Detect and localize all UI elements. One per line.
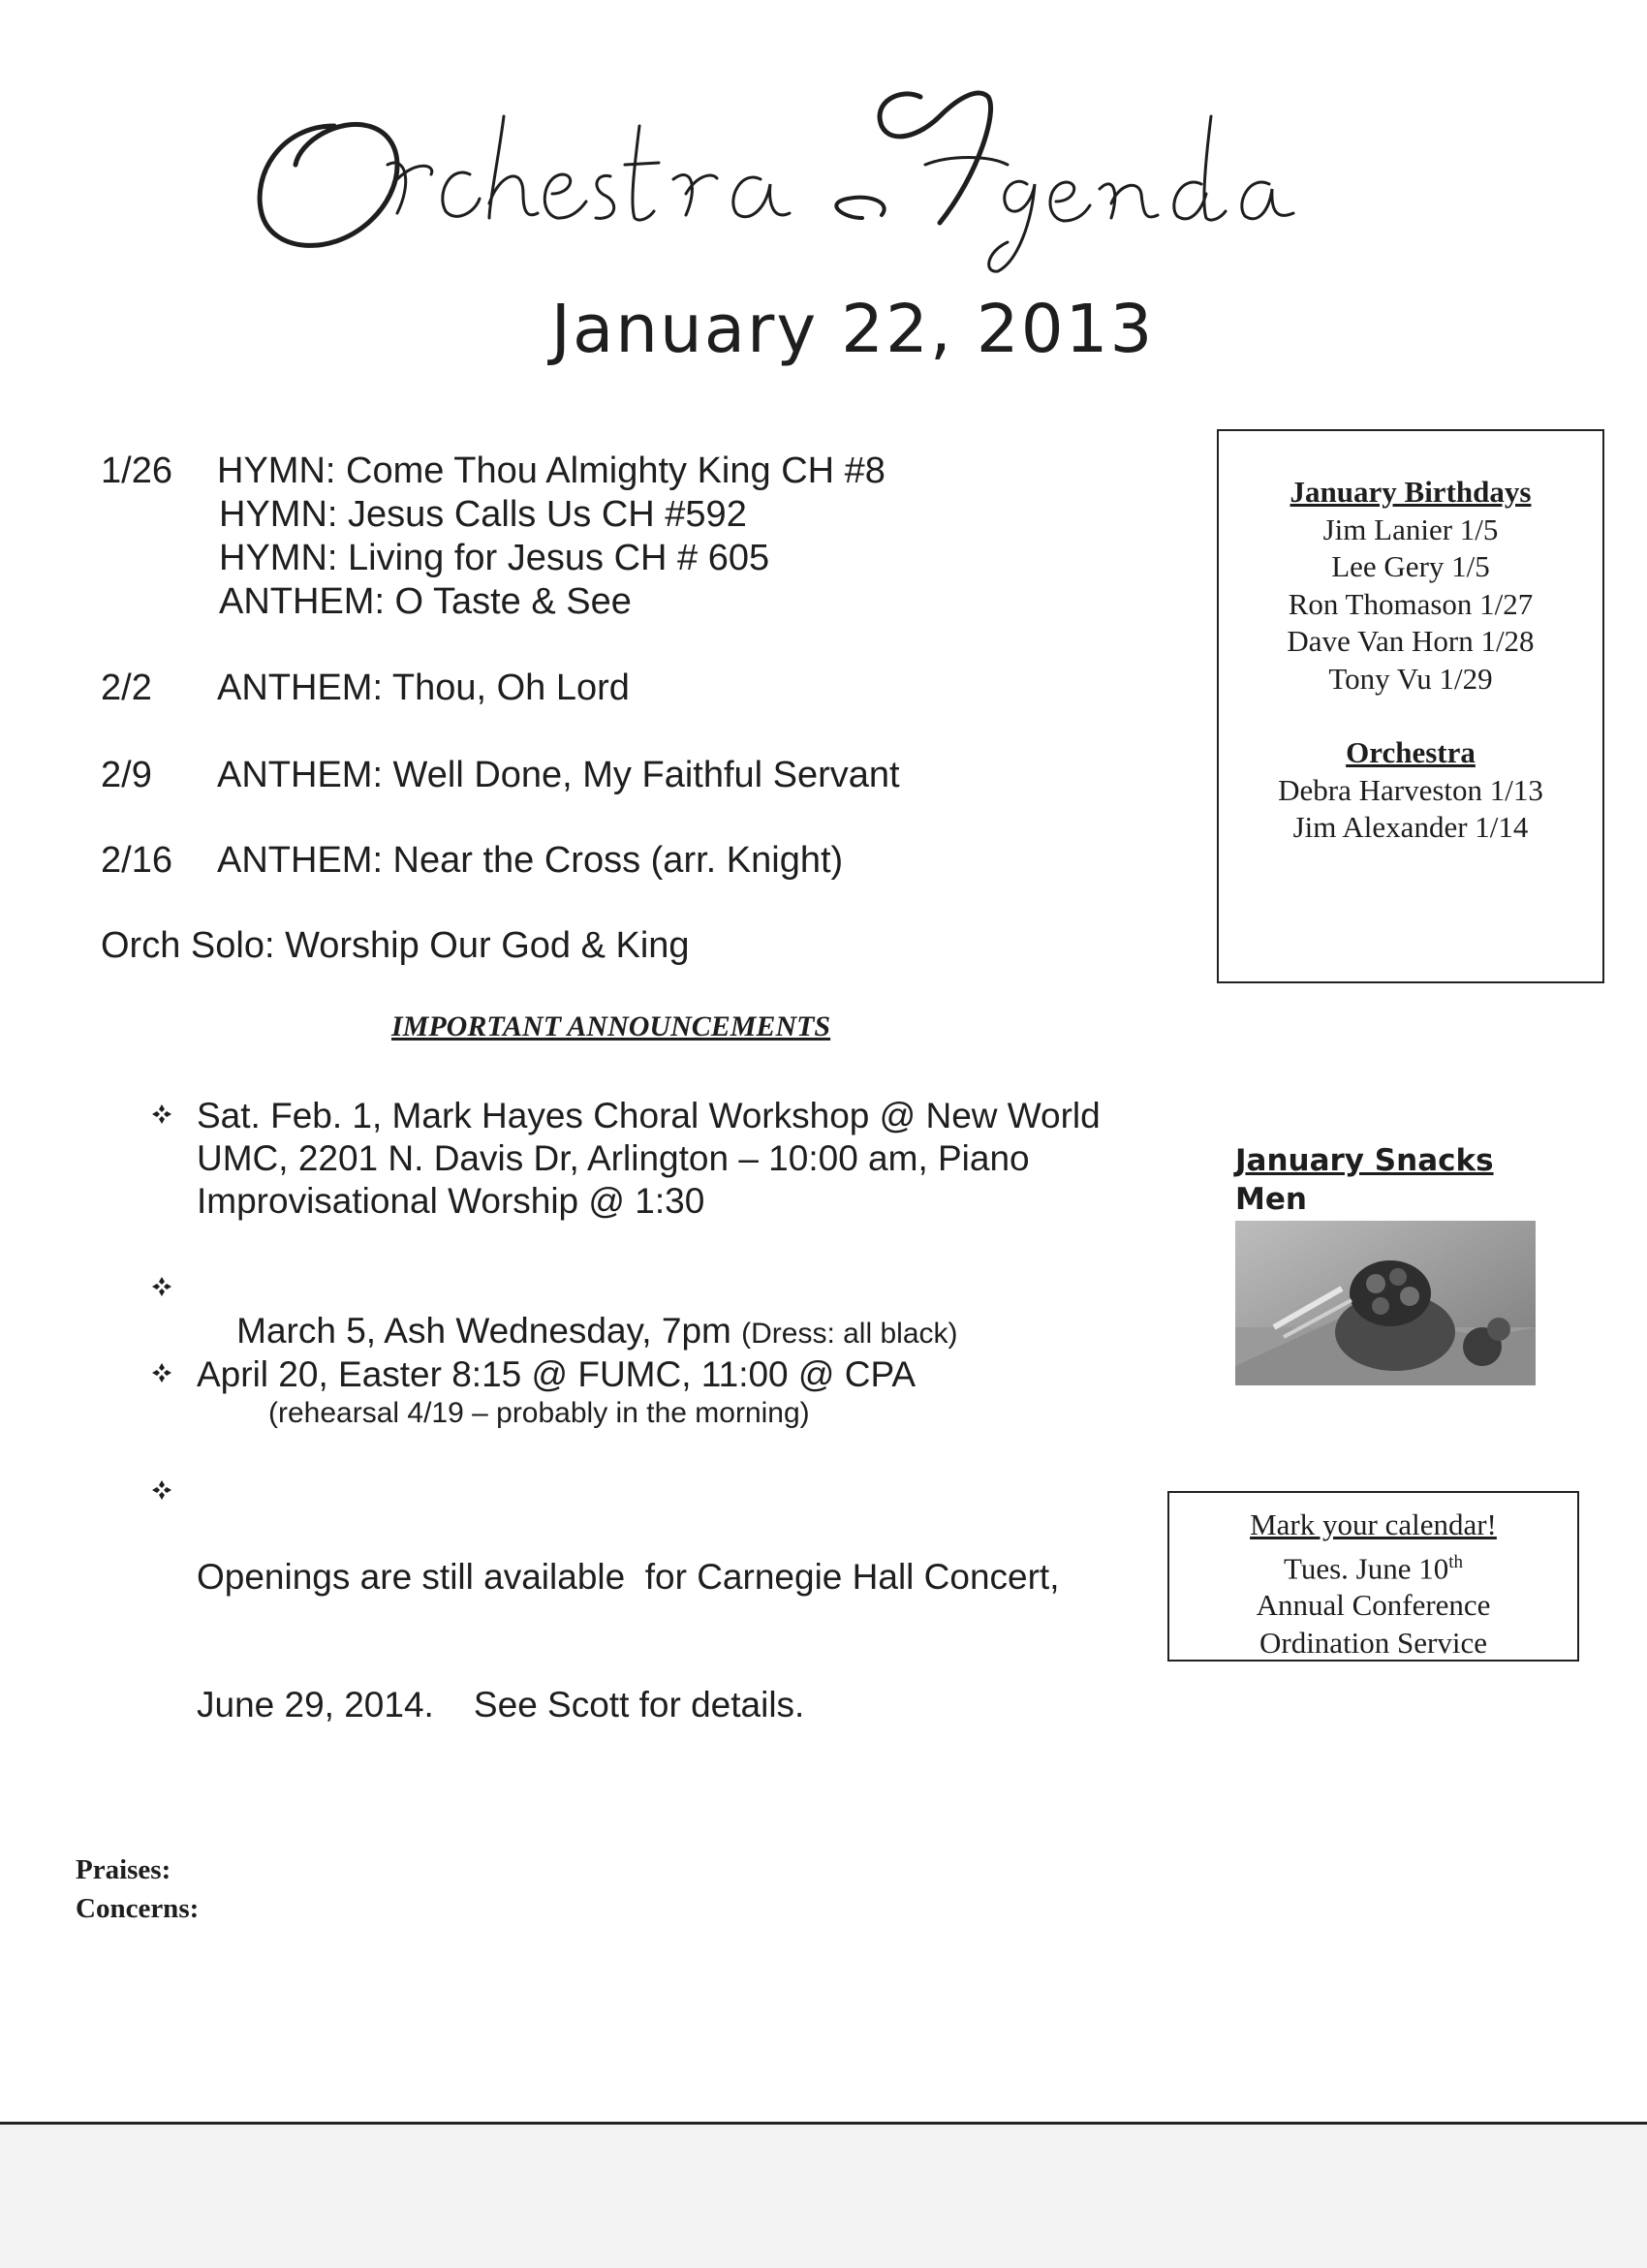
announcement-line: April 20, Easter 8:15 @ FUMC, 11:00 @ CPA — [197, 1354, 917, 1394]
schedule-item: ANTHEM: Near the Cross (arr. Knight) — [217, 840, 844, 881]
announcement-line: UMC, 2201 N. Davis Dr, Arlington – 10:00 am, Piano — [197, 1138, 1030, 1178]
snacks-section — [1235, 1141, 1494, 1219]
agenda-date: January 22, 2013 — [550, 291, 1155, 368]
announcement-line: Openings are still available for Carnegie Hall Concert, — [197, 1557, 1060, 1597]
birthday-entry: Tony Vu 1/29 — [1328, 661, 1493, 696]
calendar-box — [1167, 1491, 1579, 1662]
concerns-label: Concerns: — [76, 1893, 200, 1924]
announcements-heading: IMPORTANT ANNOUNCEMENTS — [391, 1010, 831, 1042]
schedule-item: HYMN: Jesus Calls Us CH #592 — [219, 494, 747, 535]
diamond-bullet-icon — [150, 1275, 173, 1298]
schedule-date: 2/16 — [101, 840, 172, 881]
praises-concerns — [76, 1850, 199, 1928]
announcement-line: March 5, Ash Wednesday, 7pm — [236, 1311, 742, 1351]
birthday-entry: Dave Van Horn 1/28 — [1287, 624, 1535, 658]
schedule-item: HYMN: Living for Jesus CH # 605 — [219, 538, 770, 578]
rehearsal-note: (rehearsal 4/19 – probably in the morning) — [268, 1397, 810, 1429]
diamond-bullet-icon — [150, 1478, 173, 1502]
schedule-item: ANTHEM: Thou, Oh Lord — [217, 668, 630, 708]
calendar-event: Annual Conference — [1256, 1588, 1491, 1623]
announcement-line: June 29, 2014. See Scott for details. — [197, 1685, 805, 1724]
birthday-entry: Debra Harveston 1/13 — [1278, 772, 1543, 807]
orchestra-birthdays-heading: Orchestra — [1346, 735, 1476, 769]
schedule-item: ANTHEM: O Taste & See — [219, 581, 632, 622]
birthdays-heading: January Birthdays — [1290, 475, 1532, 509]
calendar-heading: Mark your calendar! — [1250, 1507, 1497, 1541]
birthday-entry: Jim Lanier 1/5 — [1322, 512, 1499, 546]
announcement-line: Sat. Feb. 1, Mark Hayes Choral Workshop @ New World — [197, 1096, 1101, 1135]
announcement-line: Improvisational Worship @ 1:30 — [197, 1181, 705, 1221]
orchestra-agenda-script-title — [242, 58, 1308, 281]
schedule-date: 1/26 — [101, 450, 172, 491]
diamond-bullet-icon — [150, 1103, 173, 1126]
birthday-entry: Ron Thomason 1/27 — [1288, 586, 1534, 621]
birthday-entry: Lee Gery 1/5 — [1331, 549, 1490, 583]
schedule-item: HYMN: Come Thou Almighty King CH #8 — [217, 450, 886, 491]
schedule-date: 2/2 — [101, 668, 152, 708]
snacks-group: Men — [1235, 1182, 1307, 1217]
snack-photo — [1235, 1221, 1536, 1385]
birthday-entry: Jim Alexander 1/14 — [1292, 810, 1529, 844]
calendar-date: Tues. June 10th — [1283, 1550, 1464, 1585]
birthdays-box — [1217, 429, 1604, 983]
calendar-event: Ordination Service — [1259, 1625, 1487, 1660]
dress-note: (Dress: all black) — [741, 1318, 958, 1350]
schedule-item: ANTHEM: Well Done, My Faithful Servant — [217, 755, 900, 795]
scan-edge — [0, 2122, 1647, 2268]
diamond-bullet-icon — [150, 1361, 173, 1384]
snacks-heading: January Snacks — [1235, 1143, 1494, 1178]
schedule-date: 2/9 — [101, 755, 152, 795]
praises-label: Praises: — [76, 1854, 171, 1885]
